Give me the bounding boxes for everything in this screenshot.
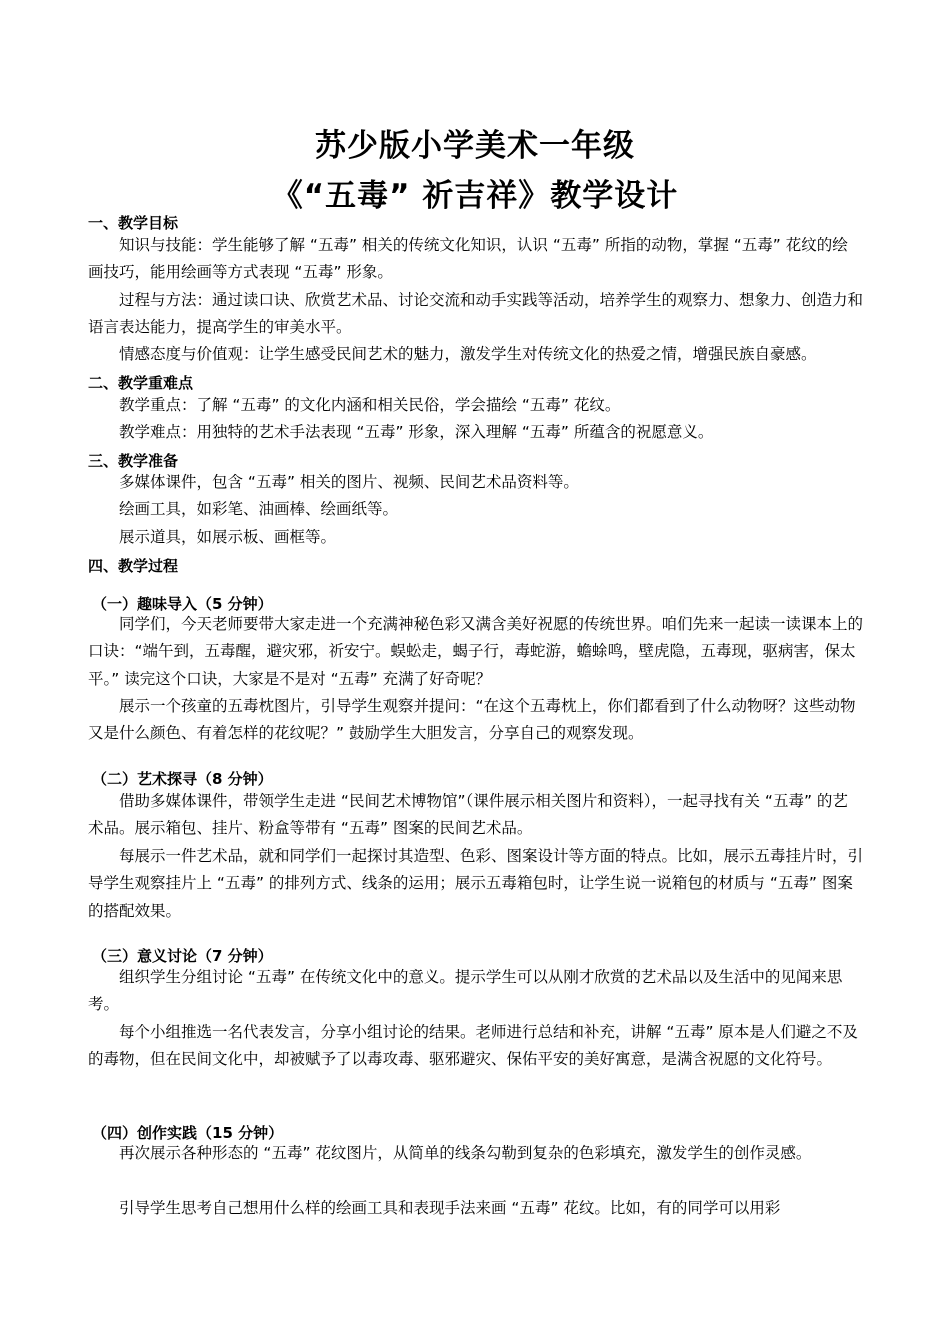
subsection-heading-discussion: （三）意义讨论（7 分钟） — [92, 947, 273, 965]
paragraph-exploration-museum: 借助多媒体课件，带领学生走进 “民间艺术博物馆”（课件展示相关图片和资料），一起寻找有关 “五毒” 的艺术品。展示箱包、挂片、粉盒等带有 “五毒” 图案的民间艺术品。 — [88, 792, 848, 838]
section-heading-preparation: 三、教学准备 — [88, 452, 179, 470]
paragraph-drawing-tools: 绘画工具，如彩笔、油画棒、绘画纸等。 — [119, 500, 399, 518]
paragraph-discussion-summary: 每个小组推选一名代表发言，分享小组讨论的结果。老师进行总结和补充，讲解 “五毒” 原本是人们避之不及的毒物，但在民间文化中，却被赋予了以毒攻毒、驱邪避灾、保佑平安的美好寓意，是满含祝愿的文化符号。 — [88, 1023, 858, 1069]
section-heading-objectives: 一、教学目标 — [88, 214, 179, 232]
subsection-heading-exploration: （二）艺术探寻（8 分钟） — [92, 770, 273, 788]
paragraph-emotion-values: 情感态度与价值观：让学生感受民间艺术的魅力，激发学生对传统文化的热爱之情，增强民族自豪感。 — [119, 345, 817, 363]
subsection-heading-intro: （一）趣味导入（5 分钟） — [92, 595, 273, 613]
paragraph-teaching-difficulty: 教学难点：用独特的艺术手法表现 “五毒” 形象，深入理解 “五毒” 所蕴含的祝愿意义。 — [119, 423, 714, 441]
paragraph-display-props: 展示道具，如展示板、画框等。 — [119, 528, 337, 546]
section-heading-key-points: 二、教学重难点 — [88, 374, 194, 392]
paragraph-exploration-features: 每展示一件艺术品，就和同学们一起探讨其造型、色彩、图案设计等方面的特点。比如，展示五毒挂片时，引导学生观察挂片上 “五毒” 的排列方式、线条的运用；展示五毒箱包时，让学生说一说箱包的材质与 “五毒” 图案的搭配效果。 — [88, 847, 864, 920]
paragraph-process-methods: 过程与方法：通过读口诀、欣赏艺术品、讨论交流和动手实践等活动，培养学生的观察力、想象力、创造力和语言表达能力，提高学生的审美水平。 — [88, 291, 864, 337]
document-title-line-2: 《“五毒” 祈吉祥》教学设计 — [271, 178, 679, 214]
paragraph-discussion-groups: 组织学生分组讨论 “五毒” 在传统文化中的意义。提示学生可以从刚才欣赏的艺术品以及生活中的见闻来思考。 — [88, 968, 843, 1014]
section-heading-process: 四、教学过程 — [88, 557, 179, 575]
paragraph-intro-chant: 同学们，今天老师要带大家走进一个充满神秘色彩又满含美好祝愿的传统世界。咱们先来一起读一读课本上的口诀：“端午到，五毒醒，避灾邪，祈安宁。蜈蚣走，蝎子行，毒蛇游，蟾蜍鸣，壁虎隐，五毒现，驱病害，保太平。” 读完这个口诀，大家是不是对 “五毒” 充满了好奇呢？ — [88, 615, 864, 688]
subsection-heading-creation: （四）创作实践（15 分钟） — [92, 1124, 284, 1142]
paragraph-intro-pillow: 展示一个孩童的五毒枕图片，引导学生观察并提问：“在这个五毒枕上，你们都看到了什么动物呀？这些动物又是什么颜色、有着怎样的花纹呢？” 鼓励学生大胆发言，分享自己的观察发现。 — [88, 697, 856, 743]
paragraph-knowledge-skills: 知识与技能：学生能够了解 “五毒” 相关的传统文化知识，认识 “五毒” 所指的动物，掌握 “五毒” 花纹的绘画技巧，能用绘画等方式表现 “五毒” 形象。 — [88, 236, 848, 282]
paragraph-multimedia: 多媒体课件，包含 “五毒” 相关的图片、视频、民间艺术品资料等。 — [119, 473, 579, 491]
paragraph-creation-tools: 引导学生思考自己想用什么样的绘画工具和表现手法来画 “五毒” 花纹。比如，有的同学可以用彩 — [119, 1199, 781, 1217]
paragraph-creation-patterns: 再次展示各种形态的 “五毒” 花纹图片，从简单的线条勾勒到复杂的色彩填充，激发学生的创作灵感。 — [119, 1144, 812, 1162]
document-title-line-1: 苏少版小学美术一年级 — [315, 128, 635, 164]
paragraph-teaching-focus: 教学重点：了解 “五毒” 的文化内涵和相关民俗，学会描绘 “五毒” 花纹。 — [119, 396, 621, 414]
